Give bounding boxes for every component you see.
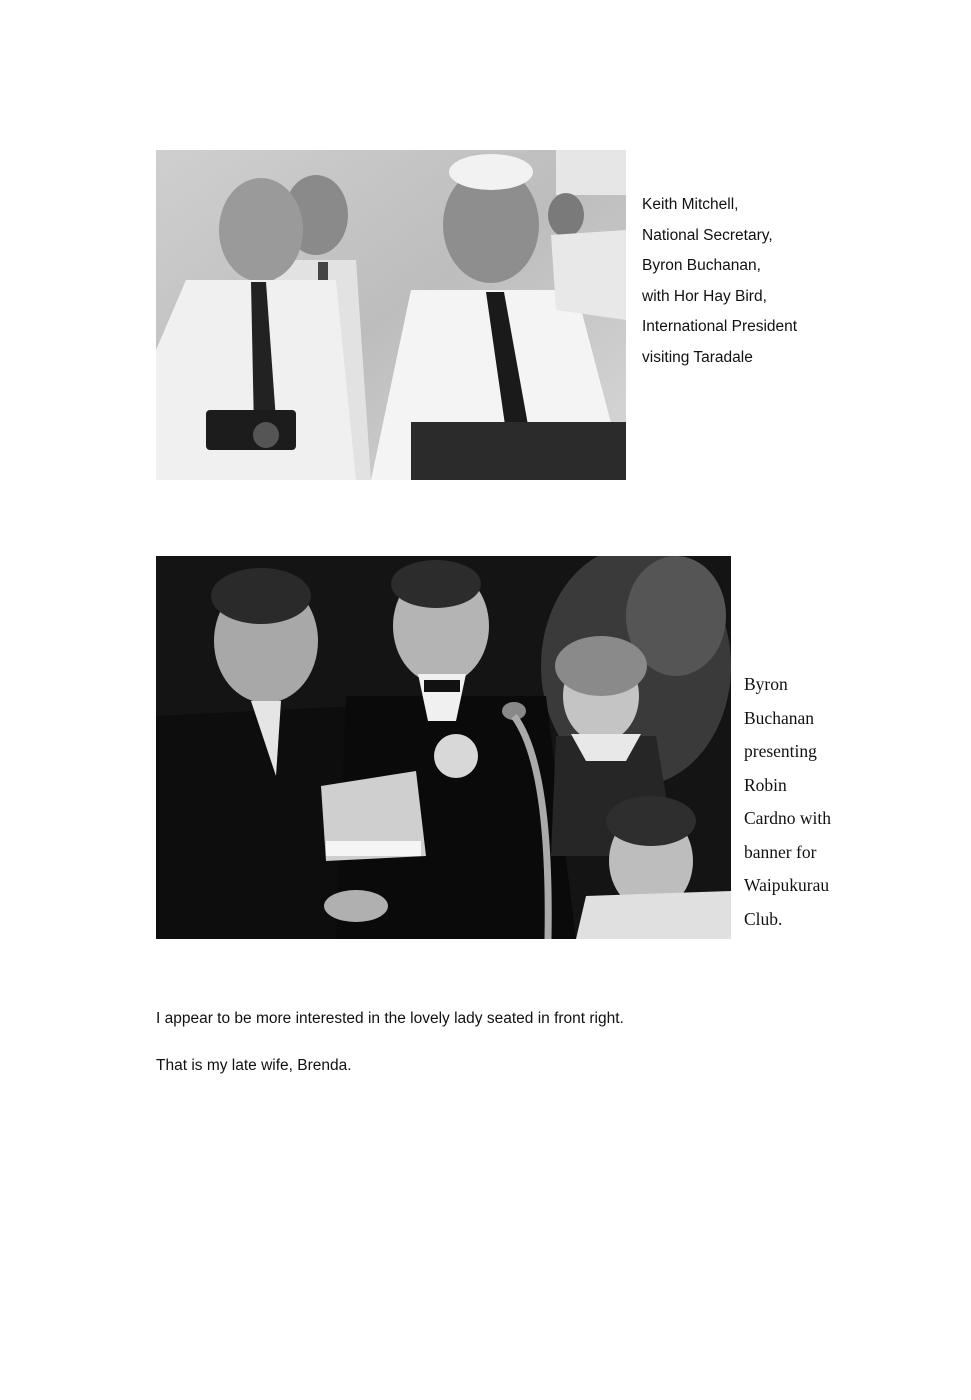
- caption-line: Byron: [744, 674, 788, 694]
- caption-line: presenting: [744, 741, 817, 761]
- body-paragraph: I appear to be more interested in the lovely lady seated in front right.: [156, 1010, 624, 1027]
- caption-line: Keith Mitchell,: [642, 196, 739, 213]
- caption-line: with Hor Hay Bird,: [642, 287, 767, 305]
- caption-line: Buchanan: [744, 707, 814, 728]
- caption-line: visiting Taradale: [642, 348, 753, 366]
- caption-line: National Secretary,: [642, 226, 773, 244]
- caption-line: Club.: [744, 908, 783, 929]
- caption-line: banner for: [744, 841, 817, 862]
- caption-line: International President: [642, 318, 798, 335]
- caption-line: Cardno with: [744, 808, 832, 828]
- photo-top-caption: [642, 190, 872, 373]
- photo-banner-presentation: [156, 556, 731, 939]
- body-paragraph: That is my late wife, Brenda.: [156, 1057, 352, 1074]
- photo-three-men: [156, 150, 626, 480]
- caption-line: Waipukurau: [744, 875, 830, 895]
- caption-line: Byron Buchanan,: [642, 257, 761, 274]
- caption-line: Robin: [744, 774, 787, 795]
- photo-bottom-caption: [744, 668, 874, 936]
